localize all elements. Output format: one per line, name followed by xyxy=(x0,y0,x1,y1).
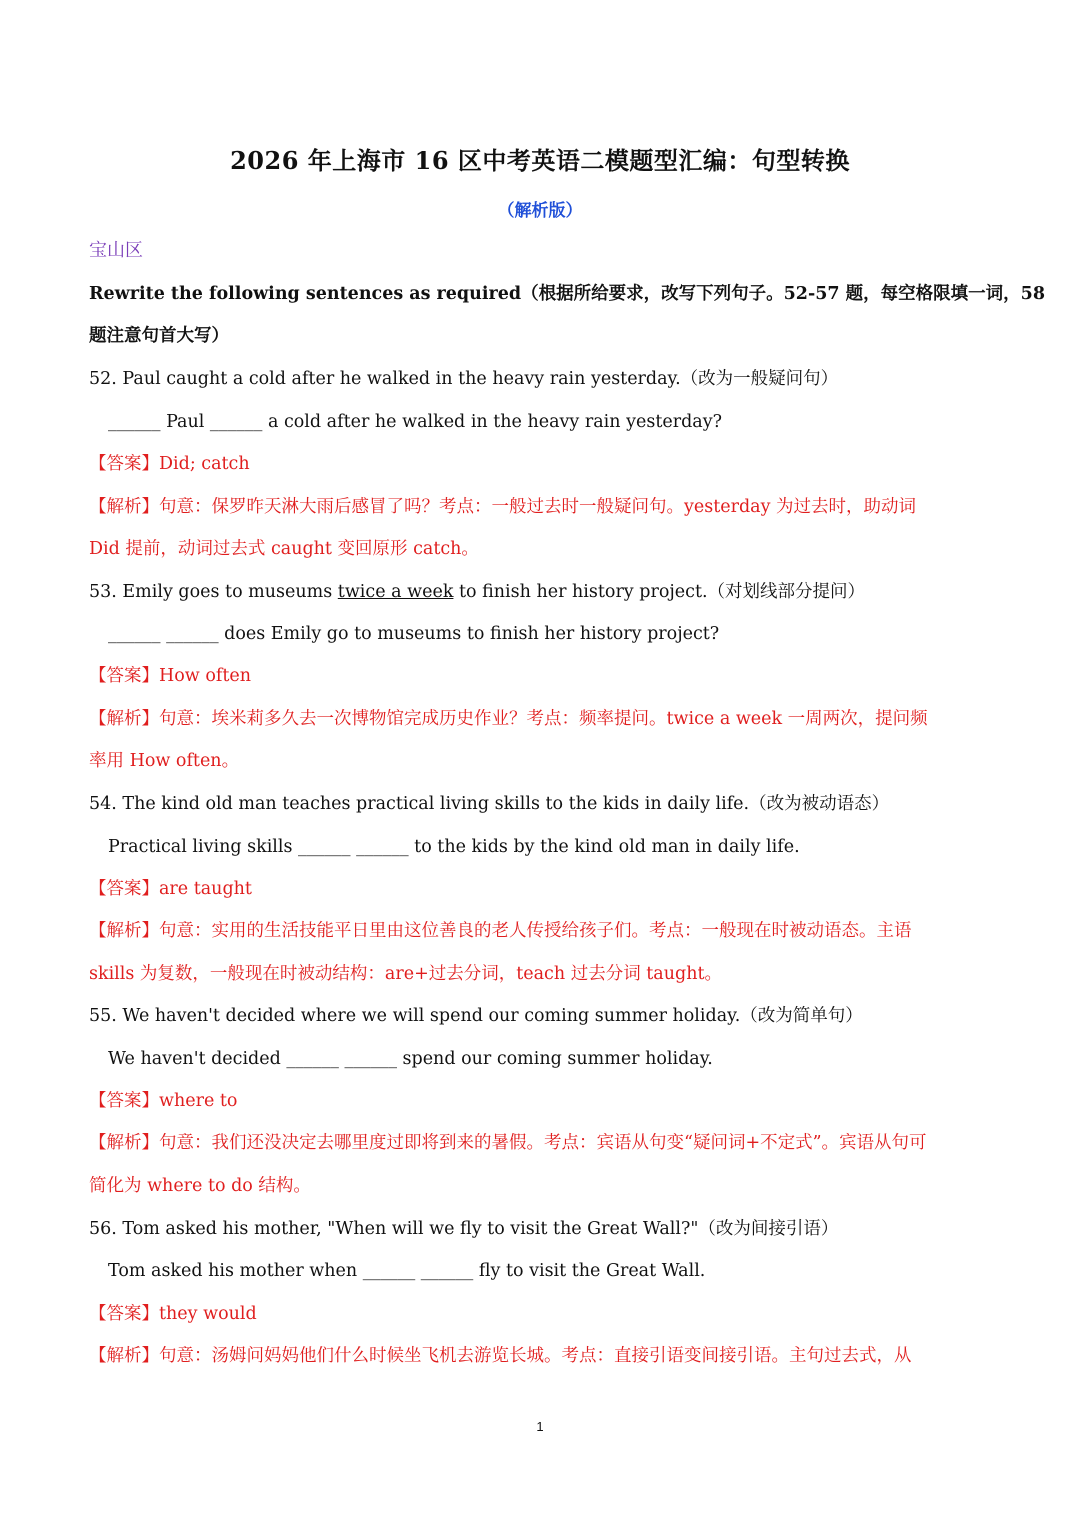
question-53-prompt xyxy=(89,580,989,604)
question-54-prompt: 54. The kind old man teaches practical living skills to the kids in daily life.（改为被动语态） xyxy=(89,794,890,814)
page-title: 2026 年上海市 16 区中考英语二模题型汇编：句型转换 xyxy=(230,146,850,175)
question-56-prompt: 56. Tom asked his mother, "When will we fly to visit the Great Wall?"（改为间接引语） xyxy=(89,1219,839,1239)
question-52-blank: ______ Paul ______ a cold after he walked in the heavy rain yesterday? xyxy=(108,412,722,432)
question-56-answer: 【答案】they would xyxy=(89,1304,257,1324)
question-56-analysis-1: 【解析】句意：汤姆问妈妈他们什么时候坐飞机去游览长城。考点：直接引语变间接引语。主句过去式，从 xyxy=(89,1346,912,1366)
question-53-blank: ______ ______ does Emily go to museums to finish her history project? xyxy=(108,624,720,644)
question-53-analysis-2: 率用 How often。 xyxy=(89,751,240,771)
question-52-analysis-2: Did 提前，动词过去式 caught 变回原形 catch。 xyxy=(89,539,479,559)
question-55-answer: 【答案】where to xyxy=(89,1091,238,1111)
question-53-prompt-start: 53. Emily goes to museums xyxy=(89,582,338,602)
question-54-analysis-2: skills 为复数，一般现在时被动结构：are+过去分词，teach 过去分词 taught。 xyxy=(89,964,722,984)
question-53-prompt-end: to finish her history project.（对划线部分提问） xyxy=(453,582,866,602)
question-53-answer: 【答案】How often xyxy=(89,666,252,686)
question-55-analysis-1: 【解析】句意：我们还没决定去哪里度过即将到来的暑假。考点：宾语从句变“疑问词+不定式”。宾语从句可 xyxy=(89,1133,927,1153)
page-number: 1 xyxy=(536,1419,544,1434)
question-53-underlined-phrase: twice a week xyxy=(337,582,454,602)
question-55-blank: We haven't decided ______ ______ spend our coming summer holiday. xyxy=(108,1049,713,1069)
question-52-prompt: 52. Paul caught a cold after he walked in the heavy rain yesterday.（改为一般疑问句） xyxy=(89,369,839,389)
question-54-answer: 【答案】are taught xyxy=(89,879,252,899)
question-53-analysis-1: 【解析】句意：埃米莉多久去一次博物馆完成历史作业？考点：频率提问。twice a week 一周两次，提问频 xyxy=(89,709,928,729)
district-heading: 宝山区 xyxy=(89,240,143,261)
question-52-answer: 【答案】Did; catch xyxy=(89,454,250,474)
page-subtitle: （解析版） xyxy=(497,201,583,221)
instruction-line-2: 题注意句首大写） xyxy=(89,326,229,346)
question-55-analysis-2: 简化为 where to do 结构。 xyxy=(89,1176,311,1196)
question-52-analysis-1: 【解析】句意：保罗昨天淋大雨后感冒了吗？考点：一般过去时一般疑问句。yesterday 为过去时，助动词 xyxy=(89,497,917,517)
instruction-line-1: Rewrite the following sentences as required（根据所给要求，改写下列句子。52-57 题，每空格限填一词，58 xyxy=(89,284,1046,304)
question-56-blank: Tom asked his mother when ______ ______ fly to visit the Great Wall. xyxy=(108,1261,706,1281)
question-54-analysis-1: 【解析】句意：实用的生活技能平日里由这位善良的老人传授给孩子们。考点：一般现在时被动语态。主语 xyxy=(89,921,912,941)
question-54-blank: Practical living skills ______ ______ to the kids by the kind old man in daily life. xyxy=(108,837,800,857)
question-55-prompt: 55. We haven't decided where we will spend our coming summer holiday.（改为简单句） xyxy=(89,1006,863,1026)
